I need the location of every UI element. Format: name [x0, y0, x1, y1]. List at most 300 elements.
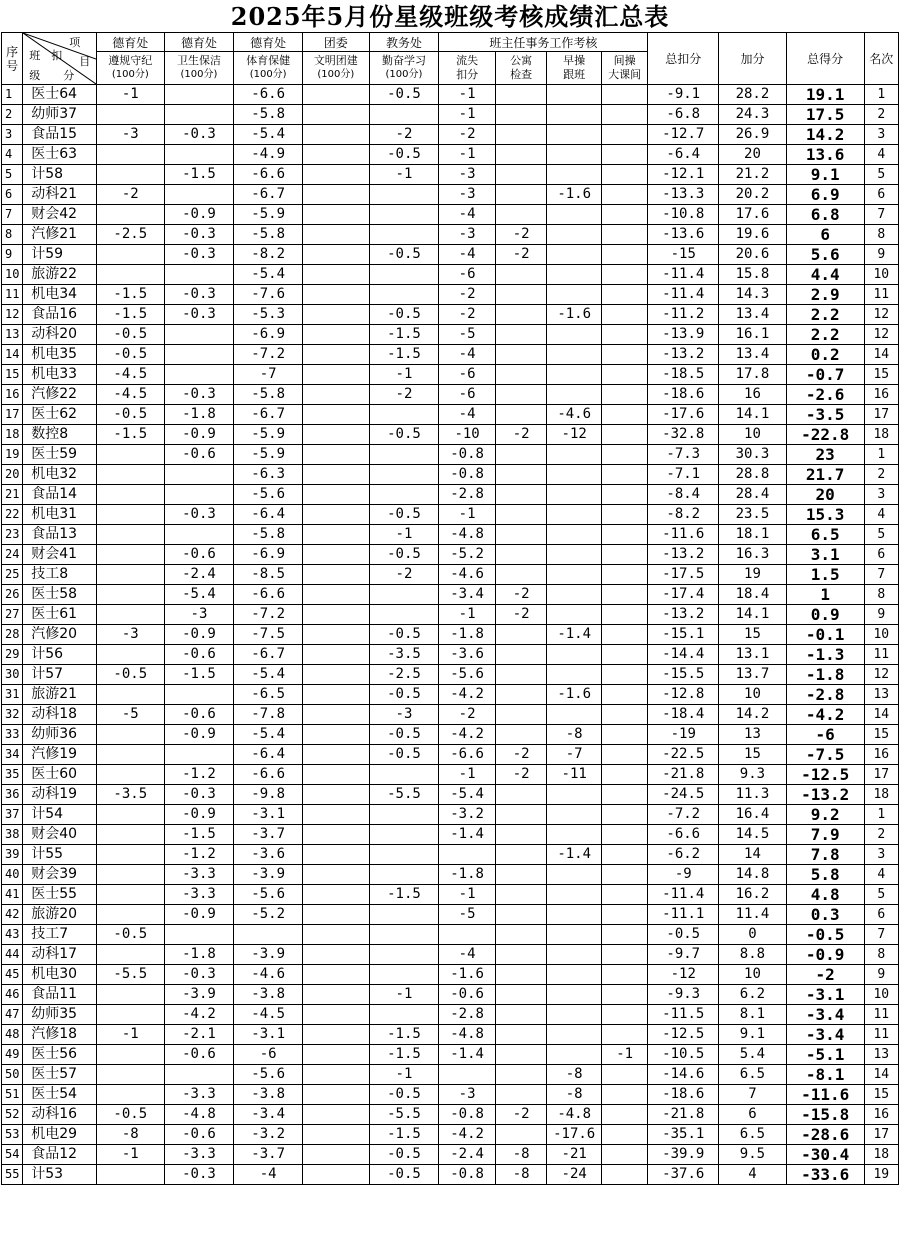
row-morning [547, 805, 602, 825]
row-league [302, 825, 369, 845]
row-break [601, 1145, 647, 1165]
row-discipline: -4.5 [96, 385, 164, 405]
row-rank: 16 [864, 1105, 898, 1125]
row-discipline [96, 485, 164, 505]
row-total-score: -1.8 [786, 665, 864, 685]
table-row [2, 525, 899, 545]
row-hygiene: -0.6 [164, 705, 234, 725]
row-total-deduct: -32.8 [648, 425, 719, 445]
row-class: 汽修18 [23, 1025, 97, 1045]
row-class: 机电31 [23, 505, 97, 525]
row-dorm [495, 945, 547, 965]
row-study: -2 [369, 125, 439, 145]
table-row [2, 345, 899, 365]
row-dropout: -1.4 [439, 825, 496, 845]
row-league [302, 385, 369, 405]
row-sports: -9.8 [234, 785, 303, 805]
row-study [369, 925, 439, 945]
row-dropout: -2 [439, 285, 496, 305]
row-seq: 16 [2, 385, 23, 405]
row-dropout [439, 1065, 496, 1085]
row-discipline: -0.5 [96, 925, 164, 945]
row-total-deduct: -12 [648, 965, 719, 985]
row-rank: 3 [864, 845, 898, 865]
table-row [2, 1105, 899, 1125]
row-sports: -5.9 [234, 425, 303, 445]
row-discipline [96, 805, 164, 825]
row-rank: 14 [864, 345, 898, 365]
row-class: 计59 [23, 245, 97, 265]
row-break [601, 545, 647, 565]
row-discipline [96, 1165, 164, 1185]
row-hygiene: -0.9 [164, 725, 234, 745]
table-row [2, 425, 899, 445]
row-total-score: -5.1 [786, 1045, 864, 1065]
row-seq: 7 [2, 205, 23, 225]
row-dropout: -1.8 [439, 625, 496, 645]
row-league [302, 905, 369, 925]
row-rank: 10 [864, 265, 898, 285]
row-bonus: 26.9 [719, 125, 787, 145]
row-total-deduct: -11.1 [648, 905, 719, 925]
row-total-deduct: -24.5 [648, 785, 719, 805]
row-discipline: -1.5 [96, 285, 164, 305]
corner-header: 项 班 扣 目 级 分 [23, 33, 97, 85]
row-total-score: 4.4 [786, 265, 864, 285]
row-bonus: 6.5 [719, 1065, 787, 1085]
row-morning: -24 [547, 1165, 602, 1185]
row-break [601, 585, 647, 605]
row-league [302, 1025, 369, 1045]
row-hygiene: -2.4 [164, 565, 234, 585]
row-rank: 8 [864, 945, 898, 965]
row-dorm [495, 1025, 547, 1045]
row-rank: 10 [864, 985, 898, 1005]
row-total-deduct: -39.9 [648, 1145, 719, 1165]
row-total-deduct: -10.8 [648, 205, 719, 225]
row-discipline [96, 685, 164, 705]
row-seq: 4 [2, 145, 23, 165]
table-row [2, 165, 899, 185]
row-study [369, 825, 439, 845]
row-dorm: -8 [495, 1145, 547, 1165]
row-break [601, 1025, 647, 1045]
row-class: 财会40 [23, 825, 97, 845]
row-total-score: 9.1 [786, 165, 864, 185]
row-rank: 3 [864, 485, 898, 505]
table-row [2, 245, 899, 265]
table-row [2, 885, 899, 905]
row-seq: 52 [2, 1105, 23, 1125]
row-bonus: 17.8 [719, 365, 787, 385]
row-total-deduct: -10.5 [648, 1045, 719, 1065]
row-total-score: 0.2 [786, 345, 864, 365]
row-study: -1 [369, 165, 439, 185]
table-row [2, 405, 899, 425]
row-rank: 2 [864, 105, 898, 125]
row-study: -1 [369, 525, 439, 545]
row-dropout: -5 [439, 905, 496, 925]
row-discipline: -0.5 [96, 1105, 164, 1125]
row-discipline [96, 745, 164, 765]
dept-header: 德育处 [234, 33, 303, 52]
row-break [601, 805, 647, 825]
row-bonus: 18.4 [719, 585, 787, 605]
row-bonus: 9.3 [719, 765, 787, 785]
row-total-deduct: -18.5 [648, 365, 719, 385]
row-break [601, 705, 647, 725]
row-league [302, 485, 369, 505]
row-hygiene: -1.2 [164, 765, 234, 785]
row-total-deduct: -7.3 [648, 445, 719, 465]
row-dropout: -2.4 [439, 1145, 496, 1165]
row-morning [547, 445, 602, 465]
row-dropout: -4.2 [439, 725, 496, 745]
row-total-deduct: -7.2 [648, 805, 719, 825]
row-hygiene [164, 105, 234, 125]
row-hygiene: -3.3 [164, 1085, 234, 1105]
row-dorm [495, 725, 547, 745]
row-sports: -3.7 [234, 1145, 303, 1165]
table-row [2, 445, 899, 465]
row-break [601, 445, 647, 465]
row-discipline [96, 865, 164, 885]
row-dropout [439, 925, 496, 945]
row-discipline [96, 545, 164, 565]
row-study: -3.5 [369, 645, 439, 665]
row-class: 医士56 [23, 1045, 97, 1065]
row-discipline: -8 [96, 1125, 164, 1145]
row-league [302, 305, 369, 325]
row-league [302, 645, 369, 665]
row-seq: 11 [2, 285, 23, 305]
row-seq: 38 [2, 825, 23, 845]
row-class: 医士63 [23, 145, 97, 165]
row-total-score: 15.3 [786, 505, 864, 525]
row-seq: 20 [2, 465, 23, 485]
item-header: 文明团建 (100分) [302, 52, 369, 85]
row-bonus: 10 [719, 425, 787, 445]
row-dorm [495, 545, 547, 565]
row-dropout: -1 [439, 145, 496, 165]
row-study: -0.5 [369, 1165, 439, 1185]
row-study [369, 185, 439, 205]
row-hygiene: -0.6 [164, 1045, 234, 1065]
row-total-deduct: -11.4 [648, 265, 719, 285]
row-hygiene: -0.6 [164, 445, 234, 465]
row-hygiene [164, 485, 234, 505]
row-dorm: -2 [495, 605, 547, 625]
row-bonus: 11.4 [719, 905, 787, 925]
row-hygiene: -4.2 [164, 1005, 234, 1025]
row-study: -0.5 [369, 425, 439, 445]
row-league [302, 185, 369, 205]
row-rank: 9 [864, 605, 898, 625]
row-class: 旅游22 [23, 265, 97, 285]
row-bonus: 5.4 [719, 1045, 787, 1065]
row-seq: 18 [2, 425, 23, 445]
row-break [601, 145, 647, 165]
row-bonus: 8.8 [719, 945, 787, 965]
row-morning: -21 [547, 1145, 602, 1165]
row-morning [547, 205, 602, 225]
row-total-deduct: -13.6 [648, 225, 719, 245]
row-seq: 6 [2, 185, 23, 205]
row-discipline [96, 245, 164, 265]
row-study [369, 225, 439, 245]
row-class: 动科21 [23, 185, 97, 205]
row-dorm [495, 865, 547, 885]
row-class: 计55 [23, 845, 97, 865]
row-class: 医士59 [23, 445, 97, 465]
row-seq: 41 [2, 885, 23, 905]
row-hygiene: -0.3 [164, 125, 234, 145]
row-league [302, 445, 369, 465]
row-morning [547, 165, 602, 185]
row-league [302, 985, 369, 1005]
row-rank: 6 [864, 905, 898, 925]
table-row [2, 805, 899, 825]
row-bonus: 13.1 [719, 645, 787, 665]
row-break [601, 1065, 647, 1085]
row-sports: -7.6 [234, 285, 303, 305]
row-discipline [96, 845, 164, 865]
row-total-score: 6.5 [786, 525, 864, 545]
row-morning [547, 225, 602, 245]
row-morning [547, 385, 602, 405]
row-seq: 17 [2, 405, 23, 425]
row-dorm [495, 325, 547, 345]
table-row [2, 545, 899, 565]
row-class: 机电30 [23, 965, 97, 985]
row-hygiene [164, 185, 234, 205]
row-study: -0.5 [369, 725, 439, 745]
row-study [369, 605, 439, 625]
row-study: -1.5 [369, 1045, 439, 1065]
row-hygiene: -0.3 [164, 305, 234, 325]
row-sports: -7 [234, 365, 303, 385]
row-break [601, 965, 647, 985]
row-league [302, 85, 369, 105]
row-dorm [495, 85, 547, 105]
row-rank: 8 [864, 585, 898, 605]
row-dorm [495, 365, 547, 385]
row-total-deduct: -9.3 [648, 985, 719, 1005]
row-hygiene [164, 525, 234, 545]
row-study: -1.5 [369, 1025, 439, 1045]
row-sports: -4.5 [234, 1005, 303, 1025]
row-break [601, 505, 647, 525]
row-class: 汽修22 [23, 385, 97, 405]
row-class: 动科17 [23, 945, 97, 965]
row-dropout: -3.6 [439, 645, 496, 665]
row-morning: -17.6 [547, 1125, 602, 1145]
row-dropout: -1.8 [439, 865, 496, 885]
row-study: -2 [369, 385, 439, 405]
row-seq: 54 [2, 1145, 23, 1165]
row-seq: 2 [2, 105, 23, 125]
row-sports: -3.8 [234, 1085, 303, 1105]
row-total-deduct: -6.6 [648, 825, 719, 845]
row-hygiene: -0.9 [164, 205, 234, 225]
row-class: 旅游20 [23, 905, 97, 925]
row-sports: -3.1 [234, 805, 303, 825]
row-rank: 18 [864, 425, 898, 445]
row-total-score: -4.2 [786, 705, 864, 725]
row-total-deduct: -12.1 [648, 165, 719, 185]
row-league [302, 965, 369, 985]
row-total-score: 0.9 [786, 605, 864, 625]
row-total-deduct: -19 [648, 725, 719, 745]
row-seq: 44 [2, 945, 23, 965]
row-class: 医士57 [23, 1065, 97, 1085]
ht-item-header: 流失 扣分 [439, 52, 496, 85]
row-dropout: -3 [439, 1085, 496, 1105]
row-morning [547, 585, 602, 605]
row-dorm [495, 385, 547, 405]
row-morning [547, 265, 602, 285]
row-break [601, 725, 647, 745]
row-dropout: -4 [439, 245, 496, 265]
row-class: 技工7 [23, 925, 97, 945]
row-dropout: -1 [439, 605, 496, 625]
row-discipline [96, 1045, 164, 1065]
row-sports: -5.4 [234, 725, 303, 745]
row-study [369, 1005, 439, 1025]
row-bonus: 16.1 [719, 325, 787, 345]
row-hygiene [164, 1065, 234, 1085]
row-discipline [96, 105, 164, 125]
row-discipline: -1 [96, 1025, 164, 1045]
table-row [2, 125, 899, 145]
row-break [601, 225, 647, 245]
row-class: 动科16 [23, 1105, 97, 1125]
row-study [369, 805, 439, 825]
row-sports: -6.7 [234, 185, 303, 205]
row-study [369, 265, 439, 285]
row-dorm [495, 805, 547, 825]
row-total-deduct: -11.2 [648, 305, 719, 325]
row-bonus: 13.7 [719, 665, 787, 685]
row-sports: -7.2 [234, 605, 303, 625]
row-break [601, 825, 647, 845]
row-league [302, 405, 369, 425]
row-league [302, 845, 369, 865]
row-dorm [495, 705, 547, 725]
row-study: -1.5 [369, 325, 439, 345]
row-discipline [96, 445, 164, 465]
row-dorm [495, 1005, 547, 1025]
row-class: 幼师37 [23, 105, 97, 125]
table-row [2, 965, 899, 985]
table-row [2, 1005, 899, 1025]
row-morning: -8 [547, 725, 602, 745]
row-dropout: -6.6 [439, 745, 496, 765]
row-morning [547, 85, 602, 105]
row-seq: 29 [2, 645, 23, 665]
row-total-deduct: -11.4 [648, 885, 719, 905]
row-hygiene [164, 325, 234, 345]
row-rank: 17 [864, 1125, 898, 1145]
row-discipline: -3 [96, 625, 164, 645]
row-dorm [495, 505, 547, 525]
row-total-deduct: -6.8 [648, 105, 719, 125]
row-morning: -7 [547, 745, 602, 765]
row-bonus: 30.3 [719, 445, 787, 465]
row-seq: 1 [2, 85, 23, 105]
row-rank: 2 [864, 465, 898, 485]
row-study: -3 [369, 705, 439, 725]
row-bonus: 15 [719, 625, 787, 645]
row-discipline: -3 [96, 125, 164, 145]
row-morning: -4.6 [547, 405, 602, 425]
row-morning: -8 [547, 1065, 602, 1085]
row-study: -1.5 [369, 1125, 439, 1145]
row-total-deduct: -22.5 [648, 745, 719, 765]
row-bonus: 16.4 [719, 805, 787, 825]
row-total-score: 7.8 [786, 845, 864, 865]
row-dorm [495, 105, 547, 125]
row-rank: 9 [864, 245, 898, 265]
row-league [302, 425, 369, 445]
table-row [2, 485, 899, 505]
row-dorm [495, 165, 547, 185]
row-class: 计54 [23, 805, 97, 825]
row-dropout: -10 [439, 425, 496, 445]
seq-header: 序号 [2, 33, 23, 85]
row-bonus: 28.8 [719, 465, 787, 485]
row-morning: -1.4 [547, 625, 602, 645]
row-break [601, 865, 647, 885]
row-dorm [495, 785, 547, 805]
row-total-score: 2.2 [786, 325, 864, 345]
row-seq: 19 [2, 445, 23, 465]
row-break [601, 125, 647, 145]
row-seq: 27 [2, 605, 23, 625]
row-discipline [96, 165, 164, 185]
row-total-score: -2 [786, 965, 864, 985]
row-discipline [96, 505, 164, 525]
row-seq: 32 [2, 705, 23, 725]
table-row [2, 205, 899, 225]
row-morning [547, 465, 602, 485]
row-total-deduct: -35.1 [648, 1125, 719, 1145]
row-dropout: -5 [439, 325, 496, 345]
row-sports: -6.4 [234, 505, 303, 525]
head-teacher-group-header: 班主任事务工作考核 [439, 33, 648, 52]
row-total-score: -2.6 [786, 385, 864, 405]
row-total-score: 5.8 [786, 865, 864, 885]
row-league [302, 1045, 369, 1065]
row-bonus: 6.2 [719, 985, 787, 1005]
row-discipline: -2.5 [96, 225, 164, 245]
row-bonus: 24.3 [719, 105, 787, 125]
row-bonus: 7 [719, 1085, 787, 1105]
row-hygiene: -0.6 [164, 1125, 234, 1145]
row-total-deduct: -21.8 [648, 1105, 719, 1125]
row-sports: -3.9 [234, 945, 303, 965]
row-break [601, 565, 647, 585]
row-discipline [96, 905, 164, 925]
row-morning [547, 705, 602, 725]
table-row [2, 285, 899, 305]
row-rank: 15 [864, 1085, 898, 1105]
row-bonus: 17.6 [719, 205, 787, 225]
row-dorm [495, 265, 547, 285]
table-row [2, 925, 899, 945]
row-morning [547, 105, 602, 125]
row-hygiene: -1.5 [164, 665, 234, 685]
